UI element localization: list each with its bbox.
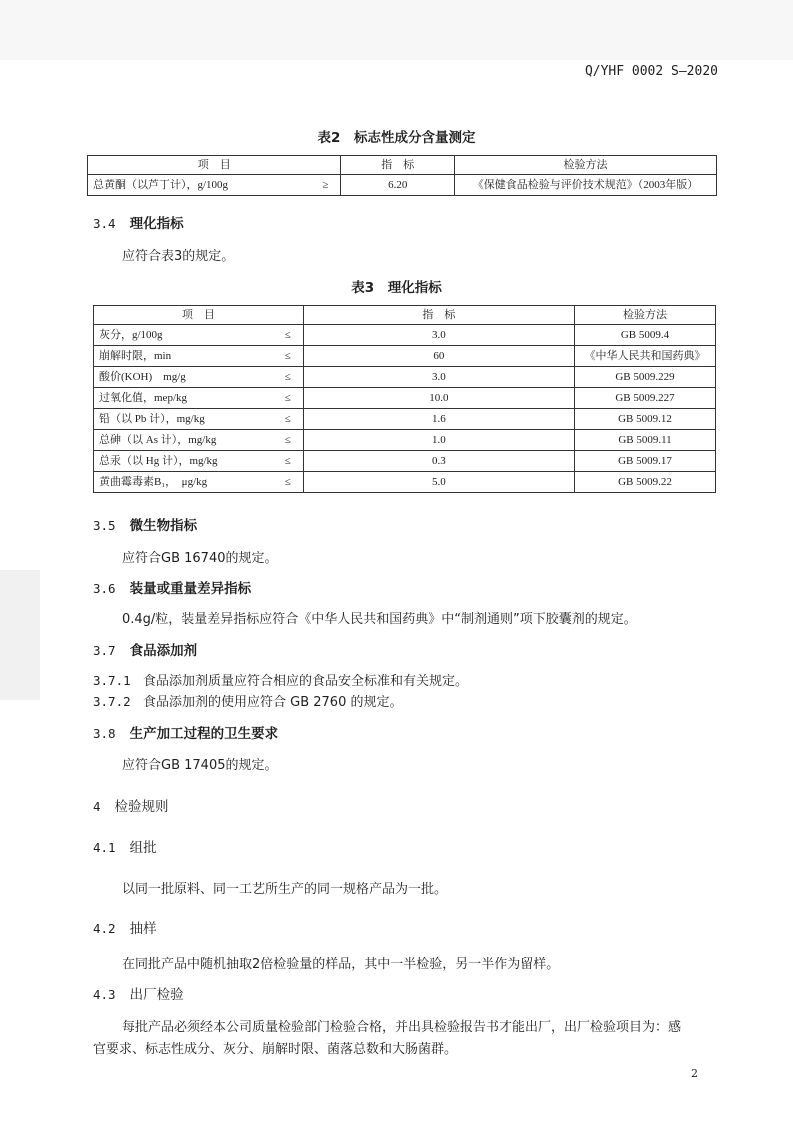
section-3-7-heading: 3.7 食品添加剂 (93, 643, 198, 659)
section-3-4-text: 应符合表3的规定。 (122, 249, 235, 264)
comparison-symbol: ≤ (284, 350, 291, 362)
column-header: 检验方法 (455, 156, 717, 175)
comparison-symbol: ≤ (284, 434, 291, 446)
value-cell: 1.0 (303, 430, 574, 451)
table2 (87, 155, 717, 196)
section-3-5-text: 应符合GB 16740的规定。 (122, 551, 278, 566)
section-3-5-heading: 3.5 微生物指标 (93, 518, 198, 534)
table3-title: 表3 理化指标 (351, 280, 442, 296)
comparison-symbol: ≤ (284, 476, 291, 488)
column-header: 指 标 (303, 306, 574, 325)
column-header: 项 目 (88, 156, 341, 175)
table-row (88, 175, 717, 196)
comparison-symbol: ≥ (322, 179, 329, 191)
method-cell: 《保健食品检验与评价技术规范》（2003年版） (455, 175, 717, 196)
section-3-7-2: 3.7.2 食品添加剂的使用应符合 GB 2760 的规定。 (93, 694, 403, 710)
table-row (94, 367, 716, 388)
item-cell: 黄曲霉毒素B₁， μg/kg ≤ (94, 472, 304, 493)
section-4-3-text-line1: 每批产品必须经本公司质量检验部门检验合格，并出具检验报告书才能出厂，出厂检验项目为：感 (122, 1020, 682, 1035)
table-row (94, 409, 716, 430)
value-cell: 60 (303, 346, 574, 367)
comparison-symbol: ≤ (284, 392, 291, 404)
table2-header-row (88, 156, 717, 175)
table-row (94, 388, 716, 409)
section-4-heading: 4 检验规则 (93, 799, 169, 815)
section-3-7-1: 3.7.1 食品添加剂质量应符合相应的食品安全标准和有关规定。 (93, 673, 469, 689)
section-4-1-heading: 4.1 组批 (93, 840, 157, 856)
column-header: 指 标 (341, 156, 455, 175)
section-4-1-text: 以同一批原料、同一工艺所生产的同一规格产品为一批。 (122, 882, 448, 897)
value-cell: 5.0 (303, 472, 574, 493)
table-row (94, 325, 716, 346)
section-3-8-text: 应符合GB 17405的规定。 (122, 758, 278, 773)
method-cell: GB 5009.22 (575, 472, 716, 493)
method-cell: GB 5009.229 (575, 367, 716, 388)
table-row (94, 346, 716, 367)
section-3-8-heading: 3.8 生产加工过程的卫生要求 (93, 726, 279, 742)
section-3-4-heading: 3.4 理化指标 (93, 216, 184, 232)
table3 (93, 305, 716, 493)
method-cell: GB 5009.227 (575, 388, 716, 409)
value-cell: 3.0 (303, 367, 574, 388)
item-cell: 过氧化值，mep/kg ≤ (94, 388, 304, 409)
value-cell: 0.3 (303, 451, 574, 472)
document-code: Q/YHF 0002 S—2020 (584, 64, 718, 79)
comparison-symbol: ≤ (284, 413, 291, 425)
section-3-6-heading: 3.6 装量或重量差异指标 (93, 581, 252, 597)
method-cell: GB 5009.12 (575, 409, 716, 430)
section-4-2-heading: 4.2 抽样 (93, 921, 157, 937)
value-cell: 3.0 (303, 325, 574, 346)
item-cell: 崩解时限，min ≤ (94, 346, 304, 367)
item-cell: 总汞（以 Hg 计），mg/kg ≤ (94, 451, 304, 472)
comparison-symbol: ≤ (284, 455, 291, 467)
item-cell: 总砷（以 As 计），mg/kg ≤ (94, 430, 304, 451)
item-cell: 总黄酮（以芦丁计），g/100g ≥ (88, 175, 341, 196)
page-number: 2 (691, 1067, 698, 1080)
table-row (94, 451, 716, 472)
column-header: 项 目 (94, 306, 304, 325)
table3-header-row (94, 306, 716, 325)
table-row (94, 472, 716, 493)
comparison-symbol: ≤ (284, 329, 291, 341)
value-cell: 1.6 (303, 409, 574, 430)
method-cell: GB 5009.17 (575, 451, 716, 472)
method-cell: GB 5009.4 (575, 325, 716, 346)
table-row (94, 430, 716, 451)
method-cell: GB 5009.11 (575, 430, 716, 451)
section-4-3-text-line2: 官要求、标志性成分、灰分、崩解时限、菌落总数和大肠菌群。 (93, 1042, 458, 1057)
value-cell: 6.20 (341, 175, 455, 196)
section-4-2-text: 在同批产品中随机抽取2倍检验量的样品，其中一半检验，另一半作为留样。 (122, 957, 560, 972)
method-cell: 《中华人民共和国药典》 (575, 346, 716, 367)
item-cell: 酸价(KOH) mg/g ≤ (94, 367, 304, 388)
item-cell: 铅（以 Pb 计），mg/kg ≤ (94, 409, 304, 430)
binding-stamp-mark (0, 570, 40, 700)
item-cell: 灰分，g/100g ≤ (94, 325, 304, 346)
scan-top-band (0, 0, 793, 60)
section-4-3-heading: 4.3 出厂检验 (93, 987, 184, 1003)
table2-title: 表2 标志性成分含量测定 (317, 130, 476, 146)
column-header: 检验方法 (575, 306, 716, 325)
comparison-symbol: ≤ (284, 371, 291, 383)
section-3-6-text: 0.4g/粒，装量差异指标应符合《中华人民共和国药典》中“制剂通则”项下胶囊剂的规定。 (122, 612, 637, 627)
value-cell: 10.0 (303, 388, 574, 409)
